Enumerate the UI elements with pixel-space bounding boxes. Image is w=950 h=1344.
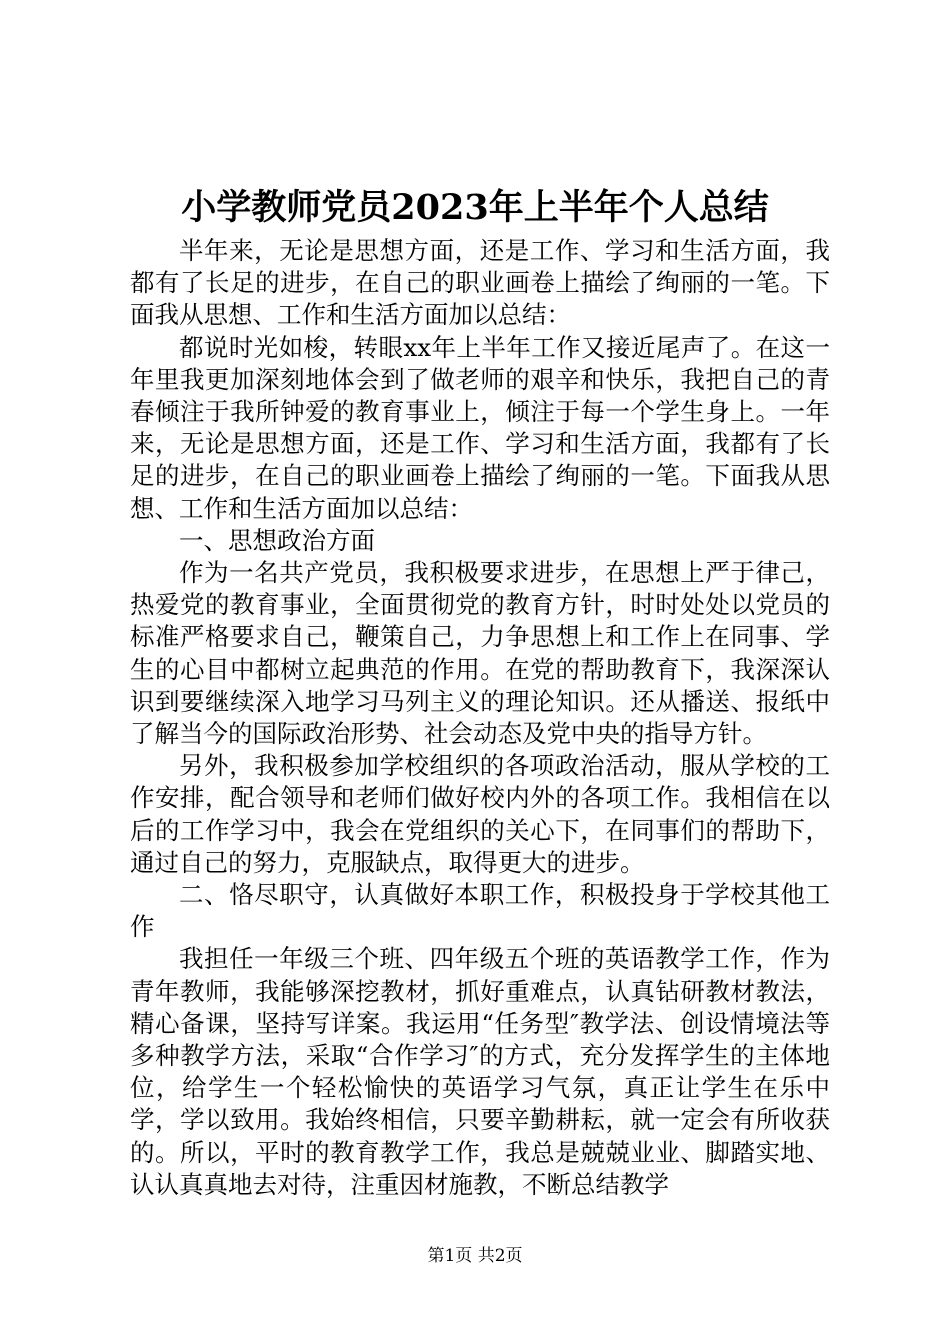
paragraph-party-member: 作为一名共产党员，我积极要求进步，在思想上严于律己，热爱党的教育事业，全面贯彻党的教育方针，时时处处以党员的标准严格要求自己，鞭策自己，力争思想上和工作上在同事、学生的心目中都树立起典范的作用。在党的帮助教育下，我深深认识到要继续深入地学习马列主义的理论知识。还从播送、报纸中了解当今的国际政治形势、社会动态及党中央的指导方针。 [130,558,830,749]
paragraph-intro: 半年来，无论是思想方面，还是工作、学习和生活方面，我都有了长足的进步，在自己的职业画卷上描绘了绚丽的一笔。下面我从思想、工作和生活方面加以总结： [130,236,830,330]
paragraph-time-flies: 都说时光如梭，转眼xx年上半年工作又接近尾声了。在这一年里我更加深刻地体会到了做老师的艰辛和快乐，我把自己的青春倾注于我所钟爱的教育事业上，倾注于每一个学生身上。一年来，无论是思想方面，还是工作、学习和生活方面，我都有了长足的进步，在自己的职业画卷上描绘了绚丽的一笔。下面我从思想、工作和生活方面加以总结： [130,332,830,523]
paragraph-activities: 另外，我积极参加学校组织的各项政治活动，服从学校的工作安排，配合领导和老师们做好校内外的各项工作。我相信在以后的工作学习中，我会在党组织的关心下，在同事们的帮助下，通过自己的努力，克服缺点，取得更大的进步。 [130,751,830,877]
document-body [130,235,830,1201]
document-title: 小学教师党员2023年上半年个人总结 [181,187,769,228]
section-heading-ideology: 一、思想政治方面 [179,525,375,555]
section-heading-duty: 二、恪尽职守，认真做好本职工作，积极投身于学校其他工作 [130,880,830,942]
paragraph-teaching: 我担任一年级三个班、四年级五个班的英语教学工作，作为青年教师，我能够深挖教材，抓好重难点，认真钻研教材教法，精心备课，坚持写详案。我运用“任务型″教学法、创设情境法等多种教学方法，采取“合作学习″的方式，充分发挥学生的主体地位，给学生一个轻松愉快的英语学习气氛，真正让学生在乐中学，学以致用。我始终相信，只要辛勤耕耘，就一定会有所收获的。所以，平时的教育教学工作，我总是兢兢业业、脚踏实地、认认真真地去对待，注重因材施教，不断总结教学 [130,944,830,1199]
page-footer: 第1页 共2页 [427,1246,523,1266]
